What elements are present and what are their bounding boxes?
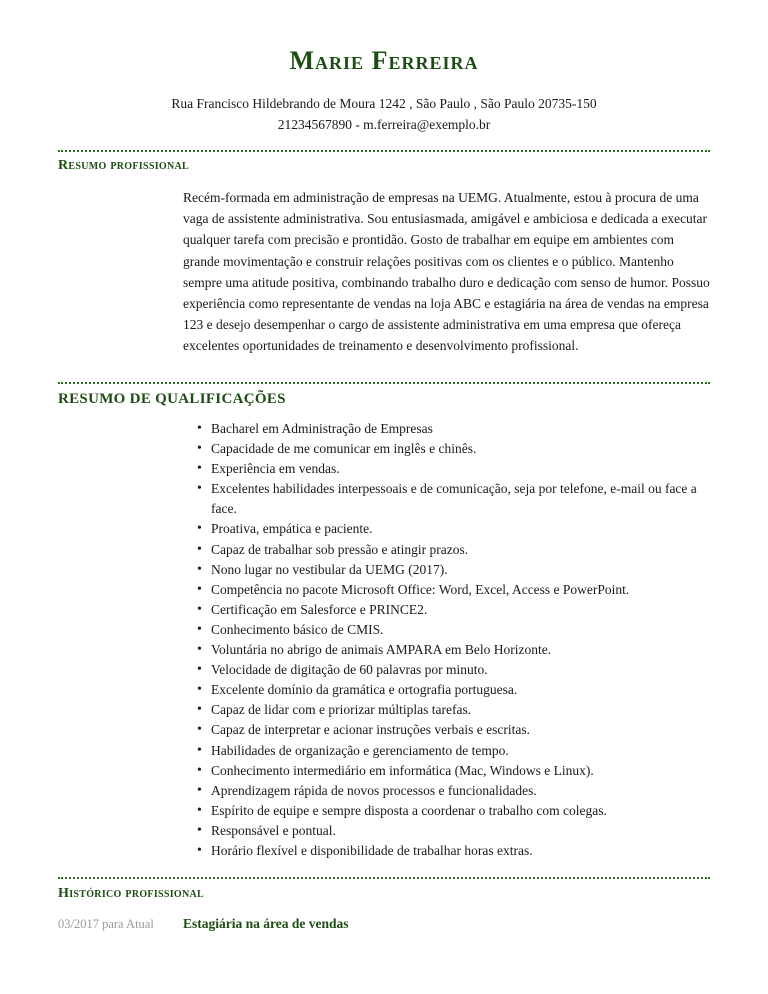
- history-heading: Histórico profissional: [58, 886, 205, 901]
- qualification-item: • Proativa, empática e paciente.: [197, 519, 715, 539]
- qualification-item: • Experiência em vendas.: [197, 459, 715, 479]
- address-line: Rua Francisco Hildebrando de Moura 1242 , São Paulo , São Paulo 20735-150: [171, 96, 597, 111]
- job-title: Estagiária na área de vendas: [183, 916, 349, 931]
- qualification-item: • Bacharel em Administração de Empresas: [197, 419, 715, 439]
- section-divider: [58, 150, 710, 152]
- qualification-item: • Espírito de equipe e sempre disposta a coordenar o trabalho com colegas.: [197, 801, 715, 821]
- qualification-item: • Excelentes habilidades interpessoais e de comunicação, seja por telefone, e-mail ou face a face.: [197, 479, 715, 519]
- summary-heading: Resumo profissional: [58, 158, 189, 173]
- section-divider: [58, 877, 710, 879]
- contact-line: 21234567890 - m.ferreira@exemplo.br: [277, 117, 491, 132]
- qualification-item: • Competência no pacote Microsoft Office: Word, Excel, Access e PowerPoint.: [197, 580, 715, 600]
- qualification-item: • Responsável e pontual.: [197, 821, 715, 841]
- qualification-item: • Horário flexível e disponibilidade de trabalhar horas extras.: [197, 841, 715, 861]
- qualification-item: • Voluntária no abrigo de animais AMPARA em Belo Horizonte.: [197, 640, 715, 660]
- qualification-item: • Habilidades de organização e gerenciamento de tempo.: [197, 741, 715, 761]
- job-dates: 03/2017 para Atual: [58, 917, 154, 931]
- qualification-item: • Capaz de interpretar e acionar instruções verbais e escritas.: [197, 720, 715, 740]
- qualification-item: • Conhecimento intermediário em informática (Mac, Windows e Linux).: [197, 761, 715, 781]
- section-divider: [58, 382, 710, 384]
- qualifications-list: [197, 419, 715, 861]
- qualification-item: • Capaz de lidar com e priorizar múltiplas tarefas.: [197, 700, 715, 720]
- qualification-item: • Velocidade de digitação de 60 palavras por minuto.: [197, 660, 715, 680]
- qualifications-heading: RESUMO DE QUALIFICAÇÕES: [58, 391, 286, 407]
- qualification-item: • Nono lugar no vestibular da UEMG (2017).: [197, 560, 715, 580]
- qualification-item: • Aprendizagem rápida de novos processos e funcionalidades.: [197, 781, 715, 801]
- candidate-name: Marie Ferreira: [289, 46, 479, 75]
- qualification-item: • Capaz de trabalhar sob pressão e atingir prazos.: [197, 540, 715, 560]
- qualification-item: • Excelente domínio da gramática e ortografia portuguesa.: [197, 680, 715, 700]
- qualification-item: • Certificação em Salesforce e PRINCE2.: [197, 600, 715, 620]
- qualification-item: • Conhecimento básico de CMIS.: [197, 620, 715, 640]
- summary-text: Recém-formada em administração de empresas na UEMG. Atualmente, estou à procura de uma vaga de assistente administrativa. Sou entusiasmada, amigável e ambiciosa e dedicada a executar qualquer tarefa com precisão e prontidão. Gosto de trabalhar em equipe em ambientes com grande movimentação e construir relações positivas com os clientes e o público. Mantenho sempre uma atitude positiva, combinando trabalho duro e dedicação com senso de humor. Possuo experiência como representante de vendas na loja ABC e estagiária na área de vendas na empresa 123 e desejo desempenhar o cargo de assistente administrativa em uma empresa que ofereça excelentes oportunidades de treinamento e desenvolvimento profissional.: [183, 190, 710, 354]
- qualification-item: • Capacidade de me comunicar em inglês e chinês.: [197, 439, 715, 459]
